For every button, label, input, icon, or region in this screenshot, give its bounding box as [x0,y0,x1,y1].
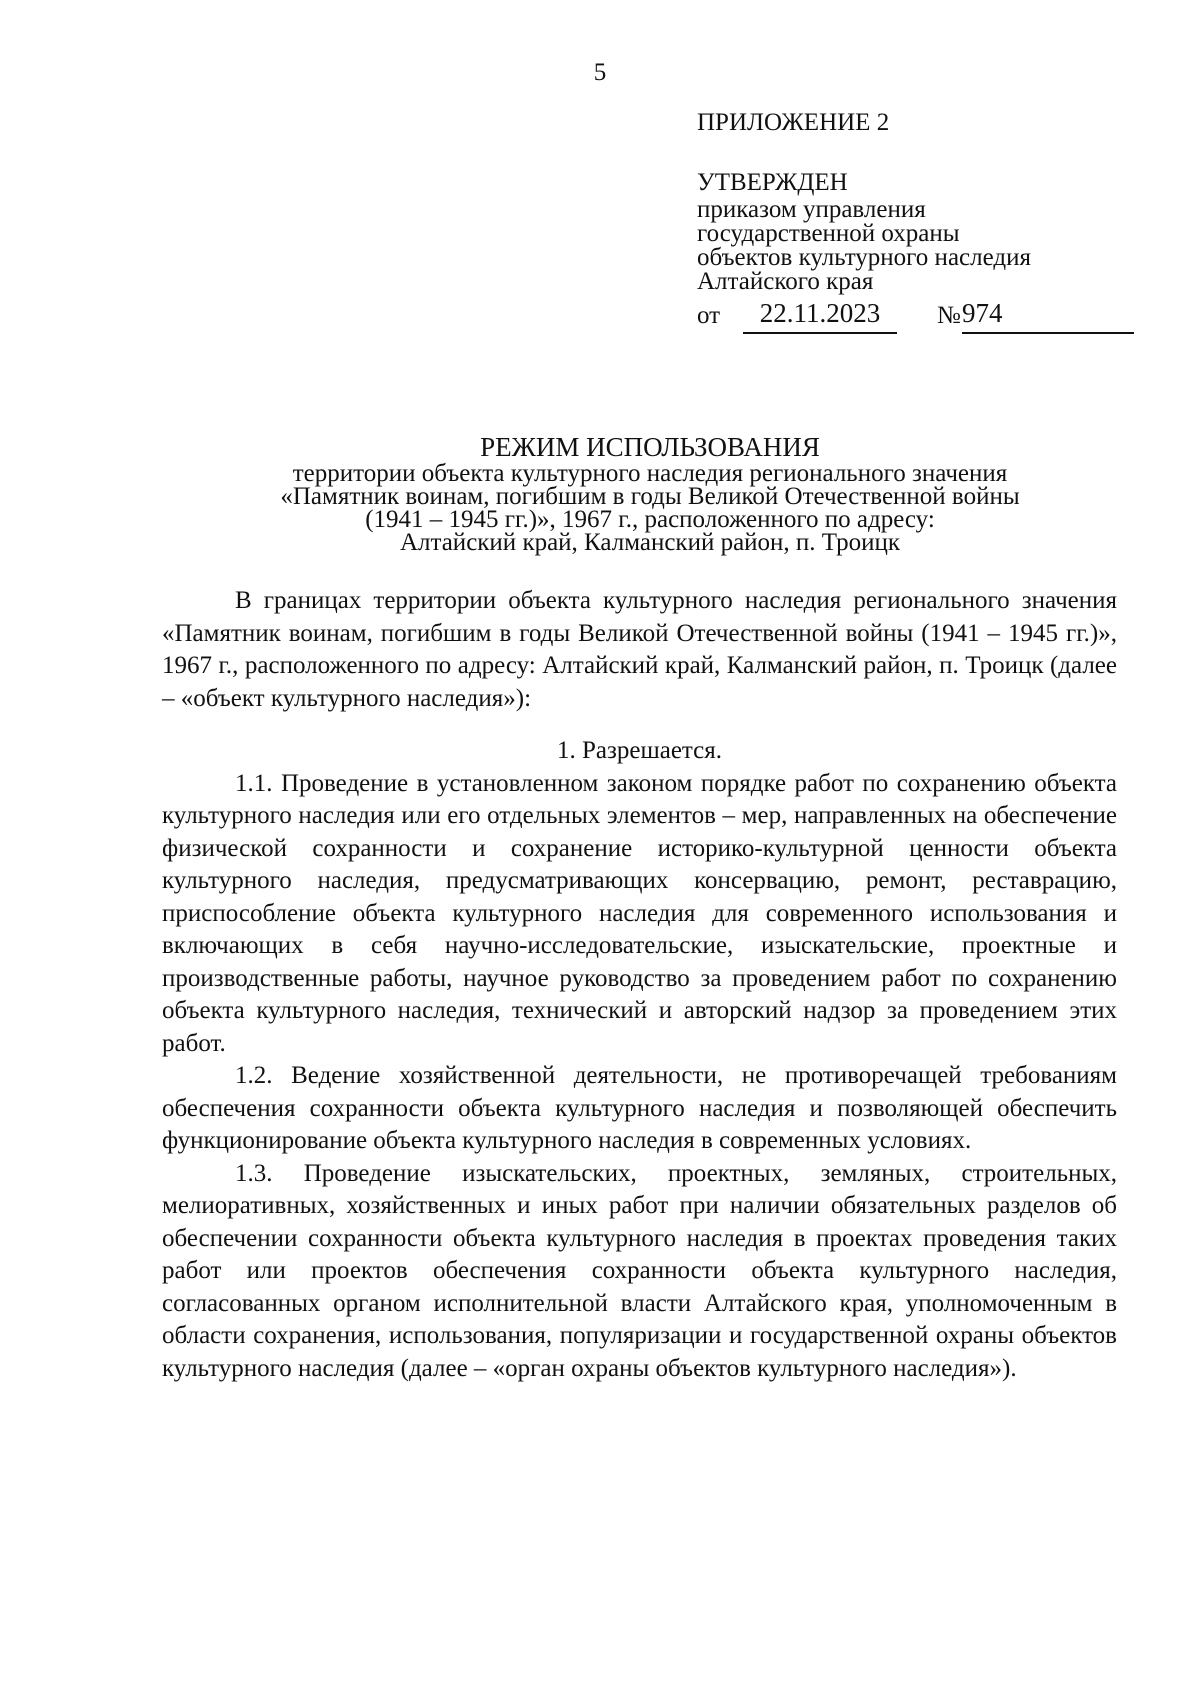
appendix-label: ПРИЛОЖЕНИЕ 2 [697,109,890,136]
date-label: от [697,302,721,329]
number-underline [962,332,1134,334]
title-line: «Памятник воинам, погибшим в годы Великой Отечественной войны [280,483,1020,510]
order-line: приказом управления [697,196,926,223]
section-heading: 1. Разрешается. [557,737,722,764]
order-line: государственной охраны [697,220,960,247]
date-underline [743,332,897,334]
order-number: 974 [962,298,1003,328]
order-date-row [697,298,1137,338]
approval-block [697,108,1137,338]
title-line: (1941 – 1945 гг.)», 1967 г., расположенного по адресу: [365,506,935,533]
page-number: 5 [593,59,607,86]
clause-1-1: 1.1. Проведение в установленном законом порядке работ по сохранению объекта культурного наследия или его отдельных элементов – мер, направленных на обеспечение физической сохранности и сохранение историко-культурной ценности объекта культурного наследия, предусматривающих консервацию, ремонт, реставрацию, приспособление объекта культурного наследия для современного использования и включающих в себя научно-исследовательские, изыскательские, проектные и производственные работы, научное руководство за проведением работ по сохранению объекта культурного наследия, технический и авторский надзор за проведением этих работ. [162,769,1117,1057]
clause-1-2: 1.2. Ведение хозяйственной деятельности, не противоречащей требованиям обеспечения сохранности объекта культурного наследия и позволяющей обеспечить функционирование объекта культурного наследия в современных условиях. [162,1062,1117,1154]
title-main: РЕЖИМ ИСПОЛЬЗОВАНИЯ [480,432,820,462]
document-title [160,432,1140,554]
order-line: Алтайского края [697,268,874,295]
number-label: № [937,302,961,329]
document-body [162,585,1117,1385]
approved-label: УТВЕРЖДЕН [697,169,848,196]
title-line: Алтайский край, Калманский район, п. Троицк [399,529,901,556]
title-line: территории объекта культурного наследия регионального значения [292,460,1008,487]
intro-paragraph: В границах территории объекта культурного наследия регионального значения «Памятник воинам, погибшим в годы Великой Отечественной войны (1941 – 1945 гг.)», 1967 г., расположенного по адресу: Алтайский край, Калманский район, п. Троицк (далее – «объект культурного наследия»): [162,587,1117,712]
order-line: объектов культурного наследия [697,244,1031,271]
order-date: 22.11.2023 [759,298,881,328]
clause-1-3: 1.3. Проведение изыскательских, проектных, земляных, строительных, мелиоративных, хозяйственных и иных работ при наличии обязательных разделов об обеспечении сохранности объекта культурного наследия в проектах проведения таких работ или проектов обеспечения сохранности объекта культурного наследия, согласованных органом исполнительной власти Алтайского края, уполномоченным в области сохранения, использования, популяризации и государственной охраны объектов культурного наследия (далее – «орган охраны объектов культурного наследия»). [162,1159,1117,1382]
